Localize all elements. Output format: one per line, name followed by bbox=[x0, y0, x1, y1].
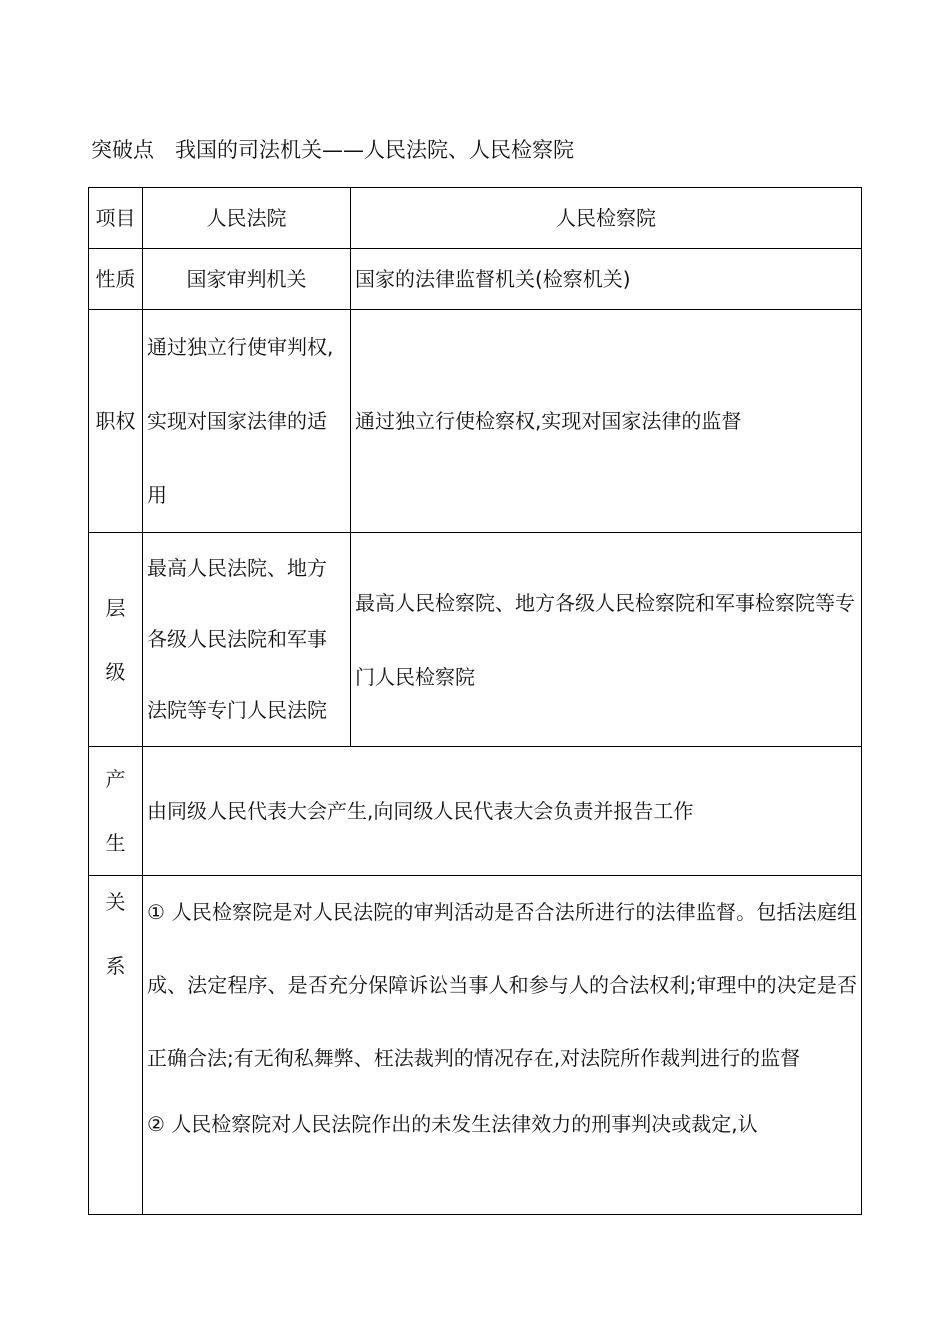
header-item-cell: 项目 bbox=[89, 188, 143, 249]
relation-label-cell bbox=[89, 876, 143, 1215]
relation-label-2: 系 bbox=[105, 954, 126, 978]
level-procuratorate-text: 最高人民检察院、地方各级人民检察院和军事检察院等专门人民检察院 bbox=[355, 590, 855, 689]
table-row-nature bbox=[89, 249, 862, 310]
table-row-origin bbox=[89, 747, 862, 876]
origin-label-cell bbox=[89, 747, 143, 876]
table-row-power bbox=[89, 310, 862, 533]
header-court-cell: 人民法院 bbox=[143, 188, 351, 249]
relation-label-1: 关 bbox=[105, 890, 126, 914]
origin-label-1: 产 bbox=[105, 767, 126, 791]
table-header-row bbox=[89, 188, 862, 249]
relation-item-2: ② 人民检察院对人民法院作出的未发生法律效力的刑事判决或裁定,认 bbox=[147, 1112, 758, 1136]
power-procuratorate-cell: 通过独立行使检察权,实现对国家法律的监督 bbox=[351, 310, 862, 533]
origin-text-cell: 由同级人民代表大会产生,向同级人民代表大会负责并报告工作 bbox=[143, 747, 862, 876]
nature-label-cell: 性质 bbox=[89, 249, 143, 310]
nature-procuratorate-cell: 国家的法律监督机关(检察机关) bbox=[351, 249, 862, 310]
power-label-cell: 职权 bbox=[89, 310, 143, 533]
level-procuratorate-cell bbox=[351, 533, 862, 747]
power-court-text: 通过独立行使审判权,实现对国家法律的适用 bbox=[147, 335, 334, 507]
relation-item-1: ① 人民检察院是对人民法院的审判活动是否合法所进行的法律监督。包括法庭组成、法定程序、是否充分保障诉讼当事人和参与人的合法权利;审理中的决定是否正确合法;有无徇私舞弊、枉法裁判的情况存在,对法院所作裁判进行的监督 bbox=[147, 900, 857, 1070]
relation-text bbox=[147, 876, 857, 1153]
origin-label-2: 生 bbox=[105, 831, 126, 855]
table-row-relation bbox=[89, 876, 862, 1215]
relation-text-cell bbox=[143, 876, 862, 1215]
section-heading: 突破点 我国的司法机关——人民法院、人民检察院 bbox=[91, 138, 574, 162]
level-label-cell bbox=[89, 533, 143, 747]
comparison-table bbox=[88, 187, 862, 1215]
level-label-1: 层 bbox=[105, 595, 126, 620]
nature-court-cell: 国家审判机关 bbox=[143, 249, 351, 310]
level-court-cell bbox=[143, 533, 351, 747]
table-row-level bbox=[89, 533, 862, 747]
level-label-2: 级 bbox=[105, 659, 126, 684]
header-procuratorate-cell: 人民检察院 bbox=[351, 188, 862, 249]
power-court-cell bbox=[143, 310, 351, 533]
level-court-text: 最高人民法院、地方各级人民法院和军事法院等专门人民法院 bbox=[147, 556, 327, 722]
